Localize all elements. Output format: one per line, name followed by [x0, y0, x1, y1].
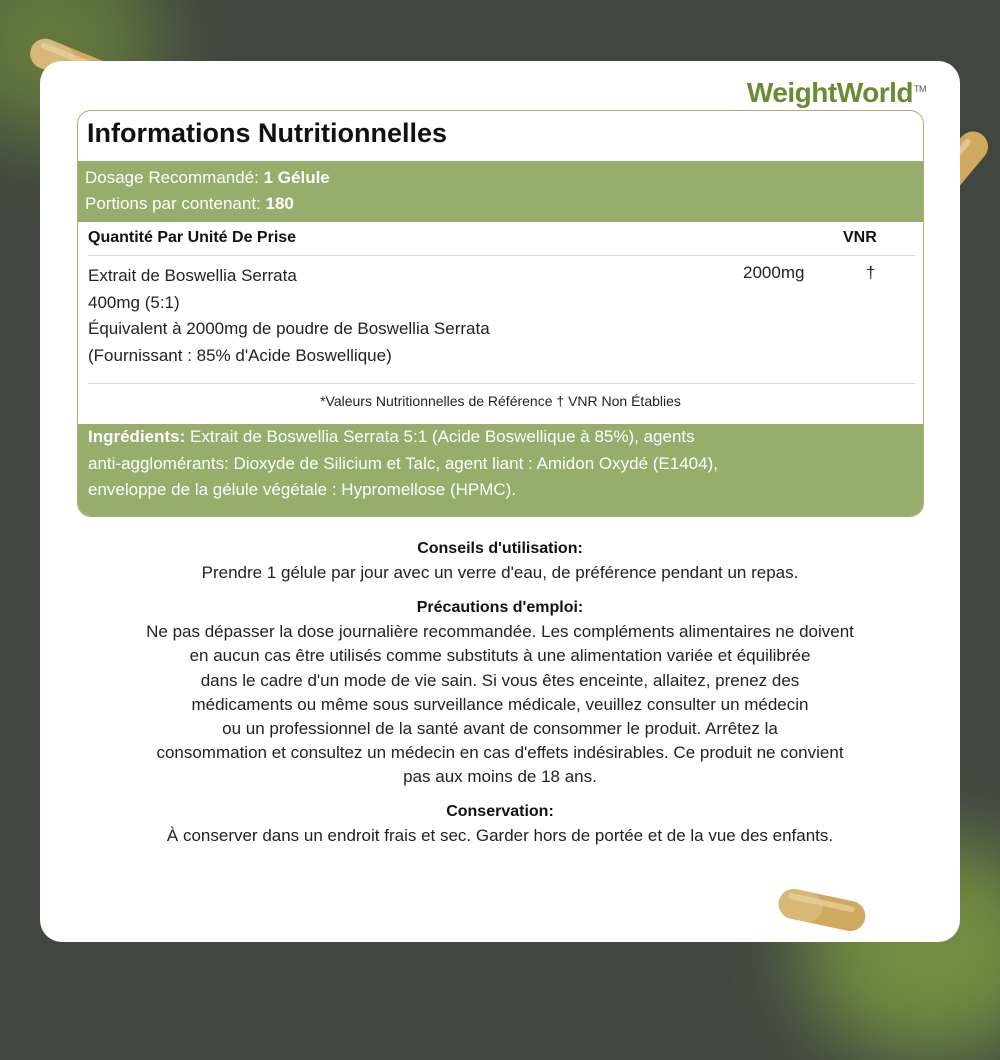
usage-text: Prendre 1 gélule par jour avec un verre d'eau, de préférence pendant un repas. — [201, 563, 799, 583]
usage-heading: Conseils d'utilisation: — [417, 540, 583, 557]
divider — [88, 255, 915, 256]
brand-logo: WeightWorld™ — [746, 77, 926, 108]
ingredients-band: Ingrédients: Extrait de Boswellia Serrata 5:1 (Acide Boswellique à 85%), agents anti-agglomérants: Dioxyde de Silicium et Talc, agent liant : Amidon Oxydé (E1404), enveloppe de la gélule végétale : Hypromellose (HPMC). — [78, 424, 923, 516]
panel-title: Informations Nutritionnelles — [87, 118, 448, 148]
column-header-vnr: VNR — [843, 229, 877, 246]
capsule-icon — [772, 880, 872, 940]
precautions-section: Précautions d'emploi: Ne pas dépasser la dose journalière recommandée. Les compléments alimentaires ne doivent en aucun cas être utilisés comme substituts à une alimentation variée et équilibrée dans le cadre d'un mode de vie sain. Si vous êtes enceinte, allaitez, prenez des médicaments ou même sous surveillance médicale, veuillez consulter un médecin ou un professionnel de la santé avant de consommer le produit. Arrêtez la consommation et consultez un médecin en cas d'effets indésirables. Ce produit ne convient pas aux moins de 18 ans. — [40, 596, 960, 790]
info-card — [40, 61, 960, 942]
nutrition-panel — [77, 110, 924, 517]
precautions-heading: Précautions d'emploi: — [416, 599, 584, 616]
usage-section — [40, 537, 960, 585]
column-header-quantity: Quantité Par Unité De Prise — [88, 229, 297, 246]
storage-text: À conserver dans un endroit frais et sec. Garder hors de portée et de la vue des enfants. — [166, 826, 834, 846]
table-header — [88, 229, 915, 247]
divider — [88, 383, 915, 384]
ingredient-description: Extrait de Boswellia Serrata 400mg (5:1) Équivalent à 2000mg de poudre de Boswellia Serrata (Fournissant : 85% d'Acide Boswellique) — [88, 266, 490, 365]
ingredient-amount: 2000mg — [743, 263, 805, 282]
storage-section — [40, 800, 960, 848]
dosage-band — [78, 161, 923, 222]
portions-row: Portions par contenant: 180 — [85, 194, 294, 213]
ingredient-vnr: † — [866, 263, 876, 282]
dosage-row: Dosage Recommandé: 1 Gélule — [85, 168, 330, 187]
storage-heading: Conservation: — [446, 803, 554, 820]
footnote: *Valeurs Nutritionnelles de Référence † VNR Non Établies — [320, 393, 681, 409]
